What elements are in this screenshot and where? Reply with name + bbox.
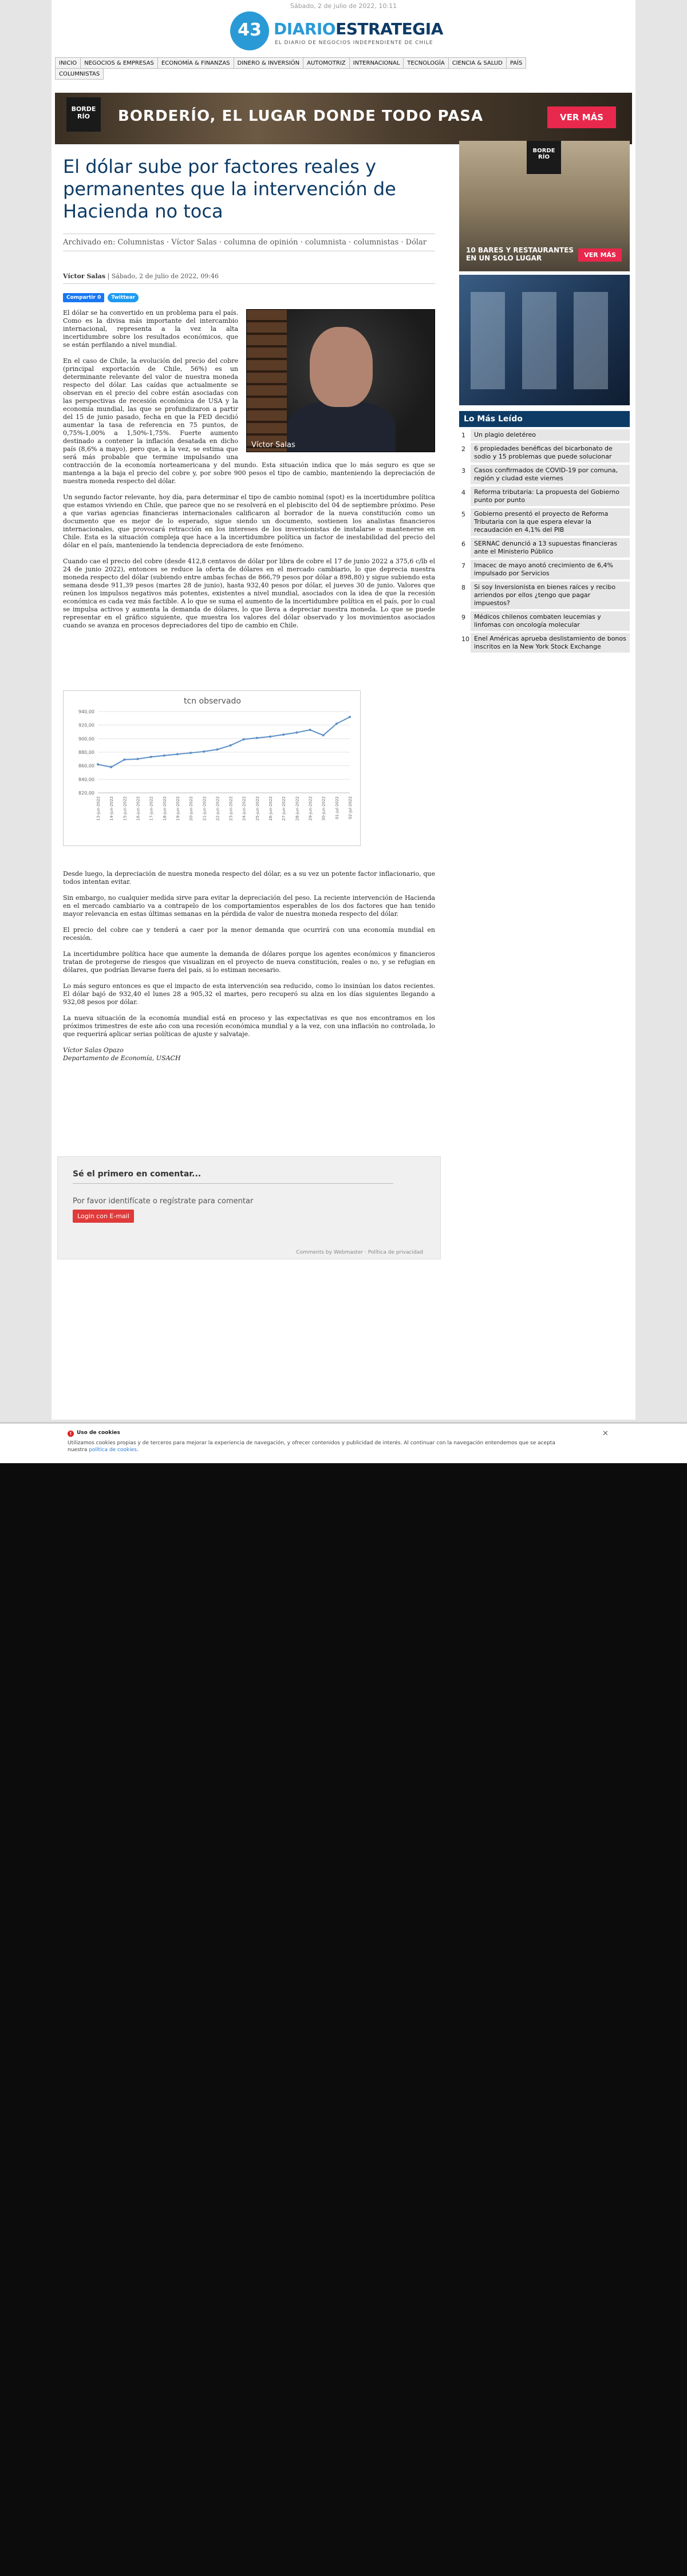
exchange-rate-chart bbox=[63, 690, 361, 846]
article-body bbox=[63, 309, 435, 638]
most-read-title: Lo Más Leído bbox=[459, 411, 630, 427]
x-tick-label: 14-jun-2022 bbox=[109, 796, 114, 821]
most-read-item[interactable] bbox=[459, 465, 630, 484]
x-tick-label: 25-jun-2022 bbox=[255, 796, 260, 821]
most-read-rank: 3 bbox=[461, 467, 465, 475]
chart-svg bbox=[64, 691, 361, 847]
banner-button[interactable]: VER MÁS bbox=[547, 106, 616, 128]
nav-item[interactable]: CIENCIA & SALUD bbox=[448, 57, 507, 69]
article-byline: Víctor Salas | Sábado, 2 de julio de 2022, 09:46 bbox=[63, 270, 435, 284]
x-tick-label: 30-jun-2022 bbox=[321, 796, 326, 821]
sidebar-ad-button[interactable]: VER MÁS bbox=[578, 248, 622, 262]
x-tick-label: 27-jun-2022 bbox=[282, 796, 287, 821]
sidebar-ad-borderio[interactable] bbox=[459, 141, 630, 271]
most-read-link[interactable]: Un plagio deletéreo bbox=[471, 429, 630, 441]
most-read-link[interactable]: SERNAC denunció a 13 supuestas financieras ante el Ministerio Público bbox=[471, 538, 630, 558]
nav-item[interactable]: DINERO & INVERSIÓN bbox=[234, 57, 304, 69]
header-date: Sábado, 2 de julio de 2022, 10:11 bbox=[290, 2, 397, 10]
data-point bbox=[176, 753, 179, 756]
x-tick-label: 21-jun-2022 bbox=[202, 796, 207, 821]
x-tick-label: 24-jun-2022 bbox=[242, 796, 247, 821]
y-tick-label: 900,00 bbox=[78, 736, 94, 742]
window-pane bbox=[574, 292, 608, 389]
comments-heading: Sé el primero en comentar... bbox=[73, 1170, 202, 1179]
data-point bbox=[150, 756, 152, 758]
article-paragraph: Sin embargo, no cualquier medida sirve para evitar la depreciación del peso. La reciente intervención de Hacienda en el mercado cambiario va a contrapelo de los comportamientos esperables de los dos factores que han tenido mayor relevancia en estas últimas semanas en la pérdida de valor de nuestra moneda respecto del dólar. bbox=[63, 894, 435, 918]
data-point bbox=[230, 744, 232, 746]
most-read-rank: 7 bbox=[461, 562, 465, 570]
most-read-panel bbox=[459, 411, 630, 653]
banner-text: BORDERÍO, EL LUGAR DONDE TODO PASA bbox=[118, 108, 484, 125]
x-tick-label: 17-jun-2022 bbox=[149, 796, 154, 821]
nav-row-2 bbox=[55, 68, 575, 79]
most-read-rank: 6 bbox=[461, 540, 465, 548]
author-name[interactable]: Víctor Salas bbox=[63, 272, 106, 280]
article-paragraph: En el caso de Chile, la evolución del precio del cobre (principal exportación de Chile, 56%) es un determinante relevante del valor de nuestra moneda respecto del dólar. Las caídas que actualmente se observan en el precio del cobre están asociadas con las perspectivas de recesión económica de USA y la economía mundial, las que se profundizaron a partir del 15 de junio pasado, fecha en que la FED decidió aumentar la tasa de referencia en 75 puntos, de 0,75%-1,00% a 1,50%-1,75%. Fuerte aumento destinado a contener la inflación desatada en dicho país (8,6% a mayo), pero que, a la vez, se estima que será más probable que termine impulsando una contracción de la economía norteamericana y del mundo. Esta situación indica que lo más seguro es que se mantenga a la baja el precio del cobre y, por sobre 900 pesos el tipo de cambio, manteniendo la depreciación de nuestra moneda respecto del dólar. bbox=[63, 357, 435, 485]
top-banner-ad[interactable] bbox=[55, 93, 632, 144]
nav-item[interactable]: TECNOLOGÍA bbox=[403, 57, 448, 69]
x-tick-label: 16-jun-2022 bbox=[136, 796, 141, 821]
cookie-body: Utilizamos cookies propias y de terceros para mejorar la experiencia de navegación, y ofrecer contenidos y publicidad de interés. Al continuar con la navegación entendemos que se acepta nuestra bbox=[68, 1440, 555, 1453]
article-paragraph: Cuando cae el precio del cobre (desde 412,8 centavos de dólar por libra de cobre el 17 de junio 2022 a 375,6 c/lb el 24 de junio 2022), entonces se reduce la oferta de dólares en el mercado cambiario, lo que deprecia nuestra moneda respecto del dólar (subiendo entre ambas fechas de 866,79 pesos por dólar a 898,80) y sigue subiendo esta semana desde 911,39 pesos (martes 28 de junio), hasta 932,40 pesos por dólar, el jueves 30 de junio. Valores que reúnen los impulsos negativos más potentes, existentes a nivel mundial, asociados con la idea de que la recesión económica es cada vez más factible. A lo que se suma el aumento de la incertidumbre política en el país, por lo cual se impulsa activos y aumenta la demanda de dólares, lo que lleva a depreciar nuestra moneda. Lo que se puede representar en el gráfico siguiente, que muestra los valores del dólar observado y los movimientos asociados cuando se avanza en procesos depreciadores del tipo de cambio en Chile. bbox=[63, 558, 435, 629]
article-paragraph: El dólar se ha convertido en un problema para el país. Como es la divisa más importante del intercambio internacional, representa a la vez la alta incertidumbre sobre los resultados económicos, que se están perfilando a nivel mundial. bbox=[63, 309, 238, 349]
comments-prompt[interactable]: Por favor identifícate o regístrate para comentar bbox=[73, 1197, 254, 1206]
x-tick-label: 23-jun-2022 bbox=[228, 796, 234, 821]
signature bbox=[63, 1046, 435, 1062]
data-point bbox=[309, 729, 311, 731]
twitter-share-button[interactable]: Twittear bbox=[108, 293, 139, 302]
nav-item[interactable]: PAÍS bbox=[506, 57, 527, 69]
sidebar-ad-text: 10 BARES Y RESTAURANTES EN UN SOLO LUGAR bbox=[466, 246, 574, 262]
nav-row-1 bbox=[55, 57, 575, 68]
data-point bbox=[123, 758, 125, 761]
x-tick-label: 26-jun-2022 bbox=[269, 796, 274, 821]
most-read-link[interactable]: Reforma tributaria: La propuesta del Gobierno punto por punto bbox=[471, 487, 630, 506]
series-line bbox=[98, 717, 350, 767]
cookie-text: Utilizamos cookies propias y de terceros para mejorar la experiencia de navegación, y ofrecer contenidos y publicidad de interés. Al continuar con la navegación entendemos que se acepta nuestra política de cookies. bbox=[68, 1440, 555, 1453]
most-read-link[interactable]: 6 propiedades benéficas del bicarbonato de sodio y 15 problemas que puede solucionar bbox=[471, 443, 630, 463]
window-pane bbox=[471, 292, 505, 389]
close-icon[interactable]: ✕ bbox=[602, 1429, 609, 1438]
x-tick-label: 15-jun-2022 bbox=[123, 796, 128, 821]
most-read-rank: 2 bbox=[461, 445, 465, 453]
site-logo[interactable] bbox=[230, 8, 471, 52]
article-paragraph: Lo más seguro entonces es que el impacto de esta intervención sea reducido, como lo insinúan los datos recientes. El dólar bajó de 932,40 el lunes 28 a 905,32 el martes, pero recuperó su alza en los días siguientes llegando a 932,08 pesos por dólar. bbox=[63, 982, 435, 1006]
chart-title: tcn observado bbox=[184, 697, 241, 706]
nav-item[interactable]: AUTOMOTRIZ bbox=[303, 57, 350, 69]
data-point bbox=[136, 758, 139, 760]
x-tick-label: 01-jul-2022 bbox=[334, 796, 339, 820]
author-photo bbox=[246, 309, 435, 452]
most-read-item[interactable] bbox=[459, 429, 630, 441]
most-read-item[interactable] bbox=[459, 611, 630, 631]
page-container bbox=[52, 0, 635, 1420]
x-tick-label: 22-jun-2022 bbox=[215, 796, 220, 821]
signature-dept: Departamento de Economía, USACH bbox=[63, 1054, 181, 1062]
nav-item[interactable]: NEGOCIOS & EMPRESAS bbox=[80, 57, 158, 69]
x-tick-label: 18-jun-2022 bbox=[162, 796, 167, 821]
y-tick-label: 820,00 bbox=[78, 791, 94, 796]
most-read-rank: 8 bbox=[461, 584, 465, 591]
most-read-rank: 5 bbox=[461, 511, 465, 518]
brand-part2: ESTRATEGIA bbox=[335, 19, 443, 38]
article-categories[interactable]: Archivado en: Columnistas · Víctor Salas · columna de opinión · columnista · columnistas · Dólar bbox=[63, 234, 435, 251]
main-nav bbox=[55, 57, 575, 79]
data-point bbox=[282, 733, 285, 736]
x-tick-label: 19-jun-2022 bbox=[175, 796, 180, 821]
x-tick-label: 02-jul-2022 bbox=[348, 796, 353, 820]
paragraphs-continued bbox=[63, 870, 435, 1038]
y-tick-label: 920,00 bbox=[78, 722, 94, 728]
y-tick-label: 840,00 bbox=[78, 777, 94, 783]
x-tick-label: 28-jun-2022 bbox=[295, 796, 300, 821]
data-point bbox=[163, 754, 165, 757]
brand-part1: DIARIO bbox=[274, 19, 336, 38]
info-icon: ! bbox=[68, 1431, 74, 1437]
most-read-rank: 10 bbox=[461, 635, 469, 643]
most-read-item[interactable] bbox=[459, 560, 630, 579]
data-point bbox=[269, 736, 271, 738]
cookie-banner bbox=[0, 1422, 687, 1463]
most-read-list bbox=[459, 429, 630, 653]
bookshelf bbox=[247, 310, 287, 452]
window-pane bbox=[522, 292, 556, 389]
sidebar-ad-building[interactable] bbox=[459, 275, 630, 405]
most-read-item[interactable] bbox=[459, 538, 630, 558]
most-read-rank: 4 bbox=[461, 489, 465, 496]
data-point bbox=[256, 737, 258, 739]
share-buttons bbox=[63, 293, 139, 302]
most-read-item[interactable] bbox=[459, 487, 630, 506]
most-read-item[interactable] bbox=[459, 443, 630, 463]
comments-footer[interactable]: Comments by Webmaster · Política de privacidad bbox=[296, 1250, 423, 1255]
y-tick-label: 880,00 bbox=[78, 750, 94, 755]
y-tick-label: 860,00 bbox=[78, 763, 94, 769]
comments-divider bbox=[73, 1183, 393, 1184]
data-point bbox=[322, 734, 325, 736]
article-paragraph: Un segundo factor relevante, hoy día, para determinar el tipo de cambio nominal (spot) es la incertidumbre política que estamos viviendo en Chile, que parece que no se resolverá en el plebiscito del 04 de septiembre próximo. Pese a que varias agencias financieras internacionales calificaron al borrador de la nueva constitución como un documento que es mejor de lo esperado, sigue siendo un documento, sostienen los analistas financieros internacionales, que provocará retracción en los intereses de los inversionistas de instalarse o mantenerse en Chile. Esta es la situación compleja que hace a la incertidumbre política un factor de inestabilidad del precio del dólar en el país, manteniendo la tendencia depreciadora de este fenómeno. bbox=[63, 493, 435, 549]
nav-item[interactable]: ECONOMÍA & FINANZAS bbox=[157, 57, 234, 69]
data-point bbox=[349, 716, 351, 718]
most-read-item[interactable] bbox=[459, 508, 630, 536]
data-point bbox=[335, 722, 338, 725]
most-read-link[interactable]: Médicos chilenos combaten leucemias y linfomas con oncología molecular bbox=[471, 611, 630, 631]
nav-item[interactable]: INICIO bbox=[55, 57, 81, 69]
data-point bbox=[216, 748, 218, 750]
facebook-share-button[interactable]: Compartir 0 bbox=[63, 293, 104, 302]
x-tick-label: 29-jun-2022 bbox=[308, 796, 313, 821]
data-point bbox=[97, 763, 99, 765]
most-read-link[interactable]: Si soy Inversionista en bienes raíces y recibo arriendos por ellos ¿tengo que pagar impuestos? bbox=[471, 582, 630, 609]
article-date: Sábado, 2 de julio de 2022, 09:46 bbox=[111, 272, 219, 280]
data-point bbox=[295, 732, 298, 734]
brand-tagline: EL DIARIO DE NEGOCIOS INDEPENDIENTE DE CHILE bbox=[275, 40, 433, 46]
article-paragraph: La nueva situación de la economía mundial está en proceso y las expectativas es que nos encontramos en los próximos trimestres de este año con una recesión económica mundial y a la vez, con una inflación no controlada, lo que requerirá aplicar serias políticas de ajuste y salvataje. bbox=[63, 1014, 435, 1038]
data-point bbox=[243, 738, 245, 741]
cookie-title: Uso de cookies bbox=[77, 1430, 120, 1436]
most-read-link[interactable]: Enel Américas aprueba deslistamiento de bonos inscritos en la New York Stock Exchange bbox=[471, 633, 630, 653]
article-title: El dólar sube por factores reales y permanentes que la intervención de Hacienda no toca bbox=[63, 156, 396, 222]
most-read-item[interactable] bbox=[459, 582, 630, 609]
most-read-item[interactable] bbox=[459, 633, 630, 653]
signature-name: Víctor Salas Opazo bbox=[63, 1046, 124, 1054]
nav-item[interactable]: INTERNACIONAL bbox=[349, 57, 404, 69]
most-read-link[interactable]: Casos confirmados de COVID-19 por comuna, región y ciudad este viernes bbox=[471, 465, 630, 484]
article-paragraph: Desde luego, la depreciación de nuestra moneda respecto del dólar, es a su vez un potente factor inflacionario, que todos intentan evitar. bbox=[63, 870, 435, 886]
data-point bbox=[110, 766, 112, 768]
cookie-policy-link[interactable]: política de cookies bbox=[89, 1447, 137, 1453]
sidebar-ad-badge: BORDE RÍO bbox=[527, 141, 561, 174]
x-tick-label: 20-jun-2022 bbox=[189, 796, 194, 821]
logo-mark: 43 bbox=[230, 11, 269, 50]
login-email-button[interactable]: Login con E-mail bbox=[73, 1210, 134, 1223]
most-read-link[interactable]: Imacec de mayo anotó crecimiento de 6,4% impulsado por Servicios bbox=[471, 560, 630, 579]
photo-figure-face bbox=[310, 327, 373, 407]
y-tick-label: 940,00 bbox=[78, 709, 94, 714]
article-paragraph: La incertidumbre política hace que aumente la demanda de dólares porque los agentes económicos y financieros tratan de protegerse de riesgos que visualizan en el proyecto de nueva constitución, reales o no, y se refugian en dólares, que podrían llevarse fuera del país, si lo estiman necesario. bbox=[63, 950, 435, 974]
most-read-rank: 1 bbox=[461, 432, 465, 439]
article-paragraph: El precio del cobre cae y tenderá a caer por la menor demanda que ocurrirá con una economía mundial en recesión. bbox=[63, 926, 435, 942]
article-body-continued bbox=[63, 870, 435, 1070]
most-read-rank: 9 bbox=[461, 614, 465, 621]
banner-badge: BORDE RÍO bbox=[66, 97, 101, 132]
brand-name bbox=[274, 19, 443, 38]
nav-item[interactable]: COLUMNISTAS bbox=[55, 68, 104, 80]
data-point bbox=[203, 750, 205, 753]
page-overlay-bottom bbox=[0, 1463, 687, 2576]
x-tick-label: 13-jun-2022 bbox=[96, 796, 101, 821]
most-read-link[interactable]: Gobierno presentó el proyecto de Reforma Tributaria con la que espera elevar la recaudación en 4,1% del PIB bbox=[471, 508, 630, 536]
comments-section bbox=[57, 1156, 441, 1259]
photo-figure-body bbox=[287, 401, 396, 452]
photo-caption: Víctor Salas bbox=[251, 441, 295, 449]
data-point bbox=[189, 752, 192, 754]
